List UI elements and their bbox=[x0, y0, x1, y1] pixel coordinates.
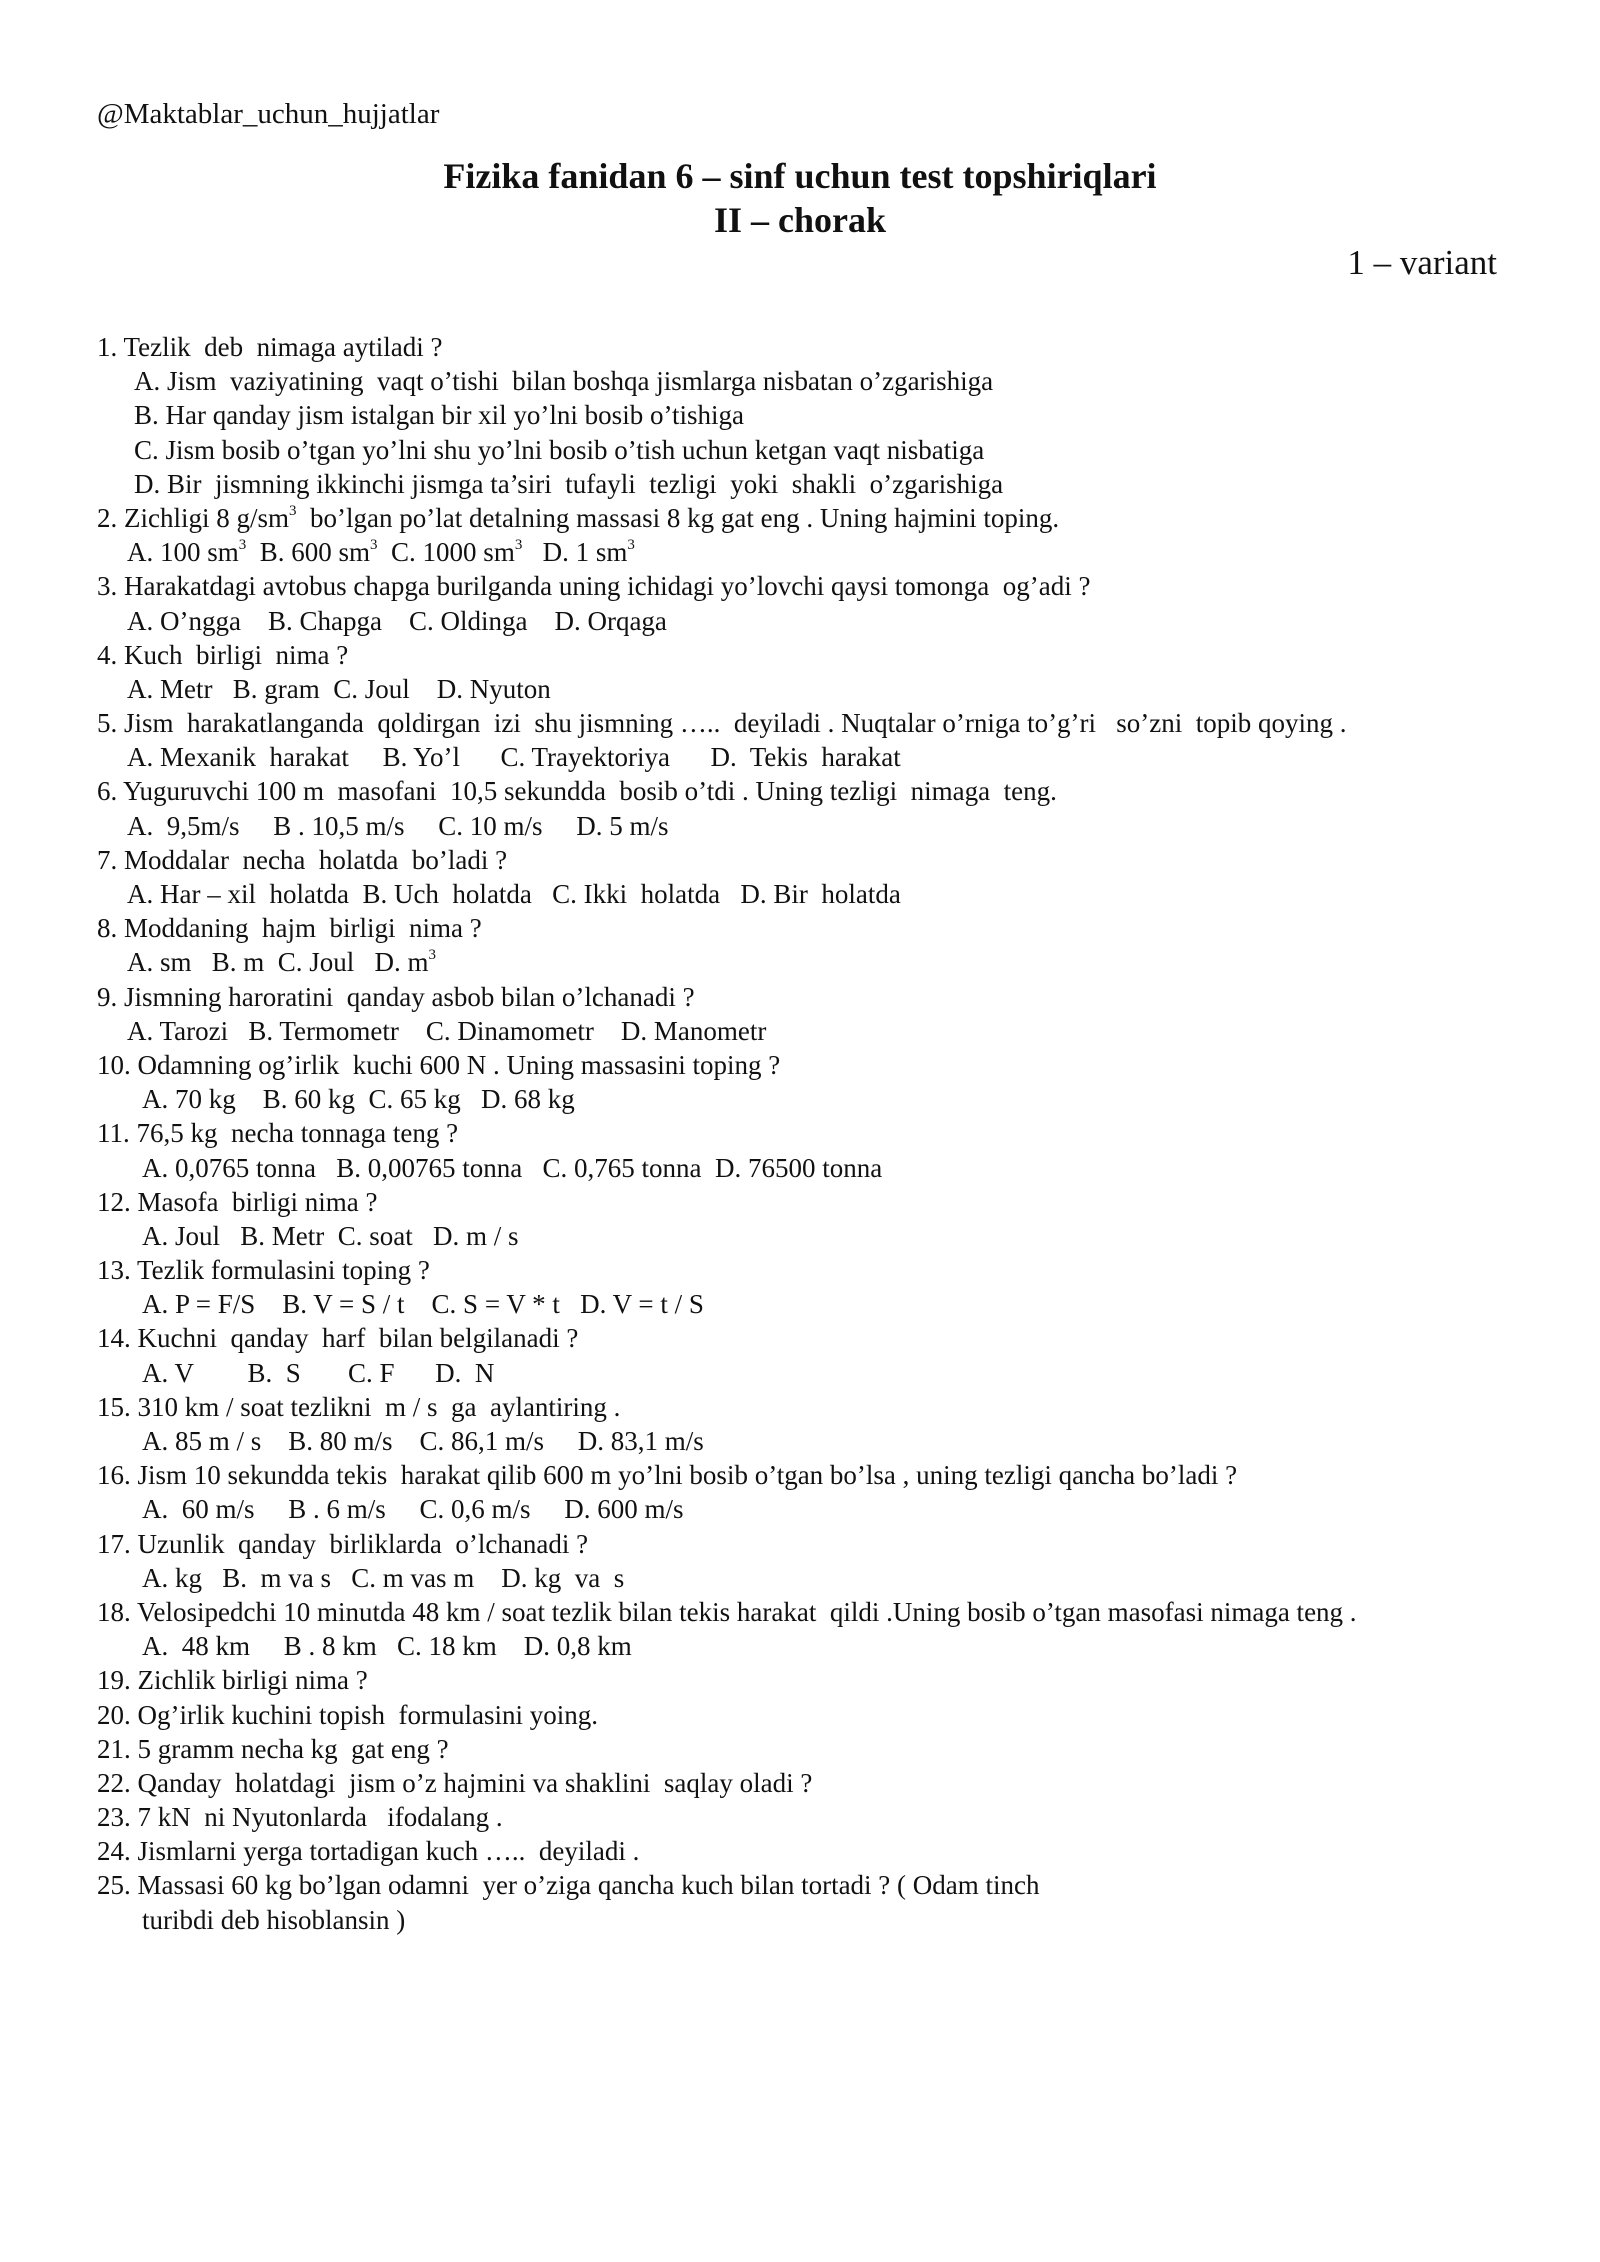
question-2-option-c: C. 1000 sm bbox=[377, 537, 515, 568]
question-1-option-c: C. Jism bosib o’tgan yo’lni shu yo’lni bosib o’tish uchun ketgan vaqt nisbatiga bbox=[134, 434, 985, 465]
question-19: 19. Zichlik birligi nima ? bbox=[97, 1665, 368, 1696]
question-16-options: A. 60 m/s B . 6 m/s C. 0,6 m/s D. 600 m/s bbox=[142, 1494, 684, 1525]
question-2-text-b: bo’lgan po’lat detalning massasi 8 kg gat eng . Uning hajmini toping. bbox=[296, 502, 1060, 533]
question-7: 7. Moddalar necha holatda bo’ladi ? bbox=[97, 844, 508, 875]
question-3-options: A. O’ngga B. Chapga C. Oldinga D. Orqaga bbox=[127, 605, 667, 636]
question-8-options-text: A. sm B. m C. Joul D. m bbox=[127, 947, 429, 978]
question-10: 10. Odamning og’irlik kuchi 600 N . Uning massasini toping ? bbox=[97, 1049, 781, 1080]
question-list bbox=[97, 330, 1517, 1937]
question-3: 3. Harakatdagi avtobus chapga burilganda uning ichidagi yo’lovchi qaysi tomonga og’adi ? bbox=[97, 571, 1091, 602]
question-22: 22. Qanday holatdagi jism o’z hajmini va shaklini saqlay oladi ? bbox=[97, 1767, 813, 1798]
question-2-option-b: B. 600 sm bbox=[246, 537, 371, 568]
question-8: 8. Moddaning hajm birligi nima ? bbox=[97, 913, 482, 944]
superscript: 3 bbox=[627, 537, 635, 554]
page-subtitle: II – chorak bbox=[713, 200, 887, 240]
question-7-options: A. Har – xil holatda B. Uch holatda C. Ikki holatda D. Bir holatda bbox=[127, 879, 901, 909]
question-9: 9. Jismning haroratini qanday asbob bilan o’lchanadi ? bbox=[97, 981, 695, 1012]
watermark: @Maktablar_uchun_hujjatlar bbox=[97, 98, 440, 130]
question-1: 1. Tezlik deb nimaga aytiladi ? bbox=[97, 332, 443, 362]
superscript: 3 bbox=[428, 947, 437, 964]
question-14-options: A. V B. S C. F D. N bbox=[142, 1357, 495, 1388]
question-25-continuation: turibdi deb hisoblansin ) bbox=[142, 1904, 406, 1935]
page-title: Fizika fanidan 6 – sinf uchun test topshiriqlari bbox=[443, 156, 1157, 196]
question-13-options: A. P = F/S B. V = S / t C. S = V * t D. V = t / S bbox=[142, 1289, 704, 1320]
question-24: 24. Jismlarni yerga tortadigan kuch ….. deyiladi . bbox=[97, 1836, 640, 1867]
question-6-options: A. 9,5m/s B . 10,5 m/s C. 10 m/s D. 5 m/s bbox=[127, 810, 669, 841]
question-5: 5. Jism harakatlanganda qoldirgan izi shu jismning ….. deyiladi . Nuqtalar o’rniga to’g’ri so’zni topib qoying . bbox=[97, 708, 1347, 739]
question-2-options bbox=[97, 535, 1517, 569]
question-2 bbox=[97, 501, 1517, 535]
question-5-options: A. Mexanik harakat B. Yo’l C. Trayektoriya D. Tekis harakat bbox=[127, 742, 901, 773]
question-11-options: A. 0,0765 tonna B. 0,00765 tonna C. 0,765 tonna D. 76500 tonna bbox=[142, 1152, 883, 1183]
question-18-options: A. 48 km B . 8 km C. 18 km D. 0,8 km bbox=[142, 1631, 632, 1662]
question-14: 14. Kuchni qanday harf bilan belgilanadi ? bbox=[97, 1323, 579, 1354]
question-20: 20. Og’irlik kuchini topish formulasini yoing. bbox=[97, 1699, 598, 1730]
question-10-options: A. 70 kg B. 60 kg C. 65 kg D. 68 kg bbox=[142, 1084, 575, 1115]
question-12: 12. Masofa birligi nima ? bbox=[97, 1186, 378, 1217]
question-21: 21. 5 gramm necha kg gat eng ? bbox=[97, 1733, 449, 1764]
superscript: 3 bbox=[238, 537, 247, 554]
question-1-option-d: D. Bir jismning ikkinchi jismga ta’siri tufayli tezligi yoki shakli o’zgarishiga bbox=[134, 468, 1004, 499]
question-15-options: A. 85 m / s B. 80 m/s C. 86,1 m/s D. 83,1 m/s bbox=[142, 1426, 704, 1456]
question-11: 11. 76,5 kg necha tonnaga teng ? bbox=[97, 1118, 459, 1149]
question-25: 25. Massasi 60 kg bo’lgan odamni yer o’ziga qancha kuch bilan tortadi ? ( Odam tinch bbox=[97, 1870, 1040, 1901]
question-4-options: A. Metr B. gram C. Joul D. Nyuton bbox=[127, 673, 551, 704]
question-8-options bbox=[97, 945, 1517, 979]
question-1-option-a: A. Jism vaziyatining vaqt o’tishi bilan boshqa jismlarga nisbatan o’zgarishiga bbox=[134, 366, 994, 397]
question-12-options: A. Joul B. Metr C. soat D. m / s bbox=[142, 1220, 519, 1251]
question-13: 13. Tezlik formulasini toping ? bbox=[97, 1255, 430, 1286]
question-18: 18. Velosipedchi 10 minutda 48 km / soat tezlik bilan tekis harakat qildi .Uning bosib o’tgan masofasi nimaga teng . bbox=[97, 1596, 1357, 1627]
question-6: 6. Yuguruvchi 100 m masofani 10,5 sekundda bosib o’tdi . Uning tezligi nimaga teng. bbox=[97, 776, 1057, 807]
question-17-options: A. kg B. m va s C. m vas m D. kg va s bbox=[142, 1562, 625, 1593]
question-1-option-b: B. Har qanday jism istalgan bir xil yo’lni bosib o’tishiga bbox=[134, 400, 744, 431]
question-9-options: A. Tarozi B. Termometr C. Dinamometr D. Manometr bbox=[127, 1015, 767, 1046]
question-2-option-a: A. 100 sm bbox=[127, 537, 239, 568]
superscript: 3 bbox=[514, 537, 523, 554]
question-15: 15. 310 km / soat tezlikni m / s ga aylantiring . bbox=[97, 1391, 621, 1422]
question-2-option-d: D. 1 sm bbox=[522, 537, 628, 568]
question-2-text-a: 2. Zichligi 8 g/sm bbox=[97, 502, 289, 533]
variant-label: 1 – variant bbox=[1347, 243, 1497, 282]
question-16: 16. Jism 10 sekundda tekis harakat qilib 600 m yo’lni bosib o’tgan bo’lsa , uning tezligi qancha bo’ladi ? bbox=[97, 1460, 1238, 1491]
superscript: 3 bbox=[370, 537, 378, 554]
superscript: 3 bbox=[289, 502, 297, 519]
question-17: 17. Uzunlik qanday birliklarda o’lchanadi ? bbox=[97, 1528, 589, 1559]
question-4: 4. Kuch birligi nima ? bbox=[97, 639, 349, 670]
question-23: 23. 7 kN ni Nyutonlarda ifodalang . bbox=[97, 1802, 503, 1833]
